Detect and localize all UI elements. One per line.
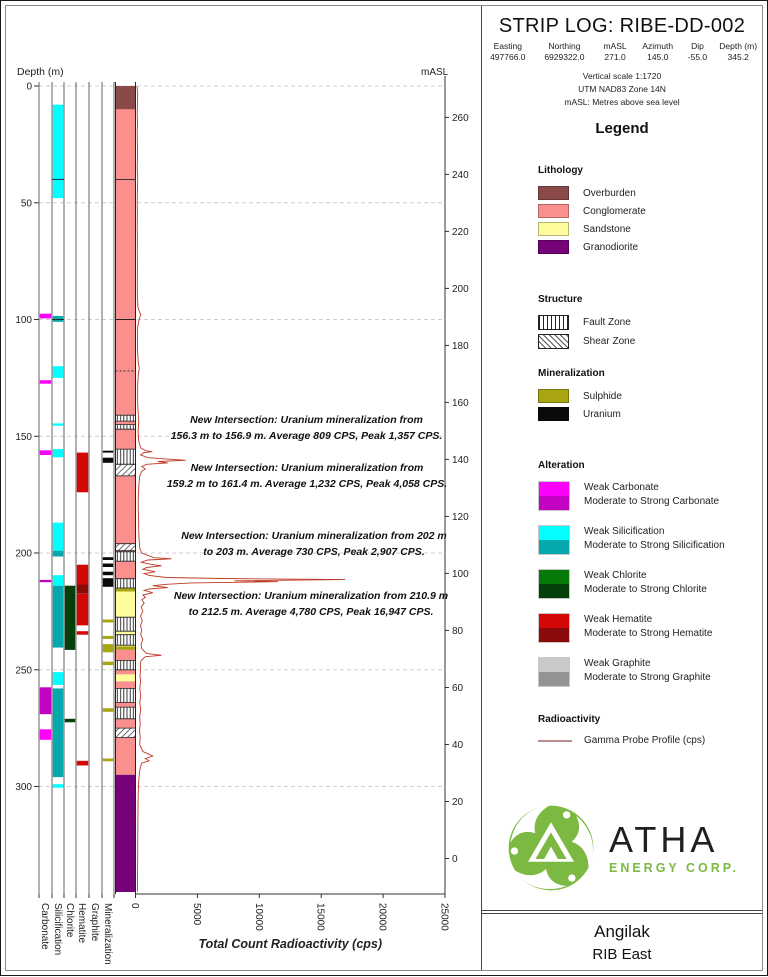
info-value: 271.0 — [604, 52, 626, 63]
legend-item — [538, 481, 756, 511]
legend-label: Moderate to Strong Carbonate — [584, 496, 720, 507]
svg-text:260: 260 — [452, 112, 469, 124]
svg-text:200: 200 — [452, 283, 469, 295]
weak-color-chip — [539, 658, 569, 672]
legend-item — [538, 240, 756, 254]
svg-text:220: 220 — [452, 226, 469, 238]
hole-info-table — [482, 41, 762, 64]
svg-text:180: 180 — [452, 340, 469, 352]
projection-note: UTM NAD83 Zone 14N — [578, 84, 666, 95]
scale-note: Vertical scale 1:1720 — [582, 70, 662, 81]
map-notes — [482, 70, 762, 110]
intersection-annotation-1 — [154, 412, 459, 445]
granodiorite-swatch — [538, 240, 569, 254]
svg-text:200: 200 — [15, 548, 32, 560]
svg-text:20: 20 — [452, 797, 464, 808]
legend-label: Sandstone — [583, 223, 631, 235]
info-field — [635, 41, 681, 64]
intersection-annotation-4 — [146, 588, 476, 621]
svg-text:Depth (m): Depth (m) — [17, 66, 64, 78]
legend-label: Moderate to Strong Chlorite — [584, 584, 707, 595]
legend-section-structure — [538, 294, 756, 353]
info-label: mASL — [603, 41, 627, 51]
section-title: Lithology — [538, 165, 583, 176]
svg-text:120: 120 — [452, 511, 469, 523]
info-value: 145.0 — [647, 52, 669, 63]
page-title: STRIP LOG: RIBE-DD-002 — [498, 15, 746, 37]
overburden-swatch — [538, 186, 569, 200]
fault-zone-swatch — [538, 315, 569, 330]
legend-section-alteration — [538, 460, 756, 701]
svg-text:0: 0 — [26, 81, 32, 93]
info-value: 497766.0 — [490, 52, 526, 63]
legend-label: Weak Silicification — [584, 526, 665, 537]
info-field — [681, 41, 715, 64]
legend-item — [538, 525, 756, 555]
annotation-line: New Intersection: Uranium mineralization from — [190, 462, 424, 474]
legend-item — [538, 735, 756, 746]
legend-item — [538, 186, 756, 200]
graphite-swatch — [538, 657, 570, 687]
legend-item — [538, 613, 756, 643]
svg-text:250: 250 — [15, 665, 32, 677]
svg-text:Total Count Radioactivity (cps: Total Count Radioactivity (cps) — [198, 937, 383, 951]
carbonate-swatch — [538, 481, 570, 511]
intersection-annotation-3 — [153, 528, 475, 561]
svg-text:25000: 25000 — [438, 903, 450, 931]
project-area: RIB East — [592, 946, 652, 963]
info-label: Depth (m) — [719, 41, 758, 51]
legend-label: Conglomerate — [583, 205, 646, 217]
masl-note: mASL: Metres above sea level — [564, 97, 680, 108]
legend-label: Moderate to Strong Silicification — [584, 540, 725, 551]
legend-label: Weak Graphite — [584, 658, 651, 669]
sulphide-swatch — [538, 389, 569, 403]
strong-color-chip — [539, 628, 569, 642]
svg-text:80: 80 — [452, 625, 464, 637]
annotation-line: 159.2 m to 161.4 m. Average 1,232 CPS, Peak 4,058 CPS. — [166, 478, 448, 491]
conglomerate-swatch — [538, 204, 569, 218]
svg-text:10000: 10000 — [252, 903, 264, 931]
company-name: ATHA — [608, 818, 719, 860]
info-value: 6929322.0 — [544, 52, 585, 63]
info-label: Northing — [548, 41, 581, 51]
annotation-line: New Intersection: Uranium mineralization from — [190, 414, 423, 426]
svg-text:Mineralization: Mineralization — [102, 903, 113, 965]
svg-text:100: 100 — [452, 568, 469, 580]
svg-text:150: 150 — [15, 431, 32, 443]
legend-label: Weak Chlorite — [584, 570, 647, 581]
silicification-swatch — [538, 525, 570, 555]
info-label: Azimuth — [642, 41, 674, 51]
legend-item — [538, 569, 756, 599]
annotation-line: 156.3 m to 156.9 m. Average 809 CPS, Peak 1,357 CPS. — [170, 430, 443, 443]
strong-color-chip — [539, 584, 569, 598]
weak-color-chip — [539, 482, 569, 496]
project-footer — [482, 913, 762, 970]
svg-text:Silicification: Silicification — [52, 903, 63, 956]
chlorite-swatch — [538, 569, 570, 599]
legend-label: Weak Hematite — [584, 614, 653, 625]
sandstone-swatch — [538, 222, 569, 236]
hematite-swatch — [538, 613, 570, 643]
legend-item — [538, 389, 756, 403]
legend-label: Moderate to Strong Graphite — [584, 672, 711, 683]
annotation-line: to 203 m. Average 730 CPS, Peak 2,907 CPS. — [203, 546, 425, 559]
legend-section-radioactivity — [538, 714, 756, 746]
legend-label: Gamma Probe Profile (cps) — [584, 735, 706, 746]
section-title: Radioactivity — [538, 714, 601, 725]
strong-color-chip — [539, 672, 569, 686]
svg-text:Carbonate: Carbonate — [39, 903, 50, 950]
legend-label: Sulphide — [583, 390, 622, 402]
annotation-line: New Intersection: Uranium mineralization from 202 m — [181, 530, 447, 542]
annotation-line: to 212.5 m. Average 4,780 CPS, Peak 16,947 CPS. — [188, 606, 434, 619]
gamma-line-swatch — [538, 740, 572, 742]
info-field — [534, 41, 596, 64]
shear-zone-swatch — [538, 334, 569, 349]
svg-text:100: 100 — [15, 315, 32, 326]
svg-text:140: 140 — [452, 454, 469, 466]
info-field — [714, 41, 762, 64]
weak-color-chip — [539, 570, 569, 584]
svg-text:0: 0 — [452, 854, 458, 865]
legend-title: Legend — [595, 120, 649, 137]
strong-color-chip — [539, 496, 569, 510]
legend-label: Shear Zone — [583, 336, 636, 347]
atha-logo-icon — [505, 802, 597, 894]
legend-item — [538, 315, 756, 330]
legend-item — [538, 204, 756, 218]
svg-text:Graphite: Graphite — [89, 903, 100, 942]
svg-text:50: 50 — [20, 198, 32, 210]
weak-color-chip — [539, 526, 569, 540]
info-value: 345.2 — [727, 52, 749, 63]
svg-text:0: 0 — [129, 903, 140, 909]
section-title: Mineralization — [538, 368, 605, 379]
project-name: Angilak — [594, 922, 650, 941]
info-panel — [481, 5, 763, 971]
panel-header — [482, 6, 762, 109]
wordmark — [608, 818, 739, 875]
section-title: Alteration — [538, 460, 585, 471]
legend-label: Uranium — [583, 408, 621, 420]
legend-item — [538, 407, 756, 421]
svg-text:240: 240 — [452, 169, 469, 181]
legend-label: Fault Zone — [583, 317, 631, 328]
legend-label: Moderate to Strong Hematite — [584, 628, 713, 639]
svg-text:40: 40 — [452, 740, 464, 751]
info-label: Easting — [493, 41, 522, 51]
info-value: -55.0 — [687, 52, 708, 63]
svg-text:15000: 15000 — [314, 903, 326, 931]
weak-color-chip — [539, 614, 569, 628]
svg-text:5000: 5000 — [190, 903, 202, 926]
svg-text:60: 60 — [452, 683, 464, 694]
info-label: Dip — [691, 41, 704, 51]
svg-text:Hematite: Hematite — [76, 903, 87, 944]
legend-item — [538, 657, 756, 687]
intersection-annotation-2 — [148, 460, 466, 493]
company-logo — [482, 802, 762, 894]
legend-label: Weak Carbonate — [584, 482, 659, 493]
uranium-swatch — [538, 407, 569, 421]
legend-label: Granodiorite — [583, 241, 639, 253]
svg-text:Chlorite: Chlorite — [64, 903, 75, 938]
legend-section-mineralization — [538, 368, 756, 425]
annotation-line: New Intersection: Uranium mineralization from 210.9 m — [173, 590, 449, 602]
legend-item — [538, 222, 756, 236]
svg-text:300: 300 — [15, 782, 32, 793]
info-field — [595, 41, 635, 64]
strong-color-chip — [539, 540, 569, 554]
legend-item — [538, 334, 756, 349]
svg-text:mASL: mASL — [421, 67, 449, 78]
info-field — [482, 41, 534, 64]
legend-label: Overburden — [583, 187, 636, 199]
legend-section-lithology — [538, 165, 756, 258]
svg-text:20000: 20000 — [376, 903, 388, 931]
section-title: Structure — [538, 294, 583, 305]
company-tagline: ENERGY CORP. — [608, 860, 739, 875]
svg-text:160: 160 — [452, 397, 469, 409]
